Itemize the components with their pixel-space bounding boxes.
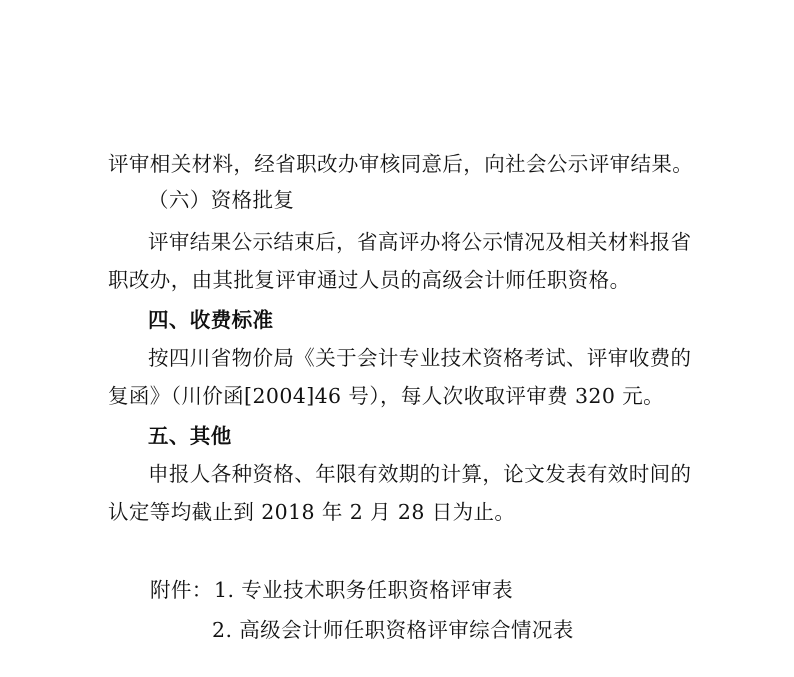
- section-heading: 四、收费标准: [148, 308, 274, 332]
- paragraph-line: 按四川省物价局《关于会计专业技术资格考试、评审收费的: [148, 346, 692, 370]
- paragraph-line: 评审相关材料，经省职改办审核同意后，向社会公示评审结果。: [108, 152, 694, 176]
- attachments-label: 附件：: [150, 578, 213, 602]
- paragraph-line: 申报人各种资格、年限有效期的计算，论文发表有效时间的: [148, 462, 692, 486]
- section-heading: （六）资格批复: [148, 188, 295, 212]
- paragraph-line: 职改办，由其批复评审通过人员的高级会计师任职资格。: [108, 268, 631, 292]
- attachment-item: 1. 专业技术职务任职资格评审表: [214, 578, 513, 602]
- paragraph-line: 复函》（川价函[2004]46 号），每人次收取评审费 320 元。: [108, 384, 665, 408]
- section-heading: 五、其他: [148, 424, 232, 448]
- paragraph-line: 评审结果公示结束后，省高评办将公示情况及相关材料报省: [148, 230, 692, 254]
- paragraph-line: 认定等均截止到 2018 年 2 月 28 日为止。: [108, 500, 516, 524]
- attachment-item: 2. 高级会计师任职资格评审综合情况表: [212, 618, 574, 642]
